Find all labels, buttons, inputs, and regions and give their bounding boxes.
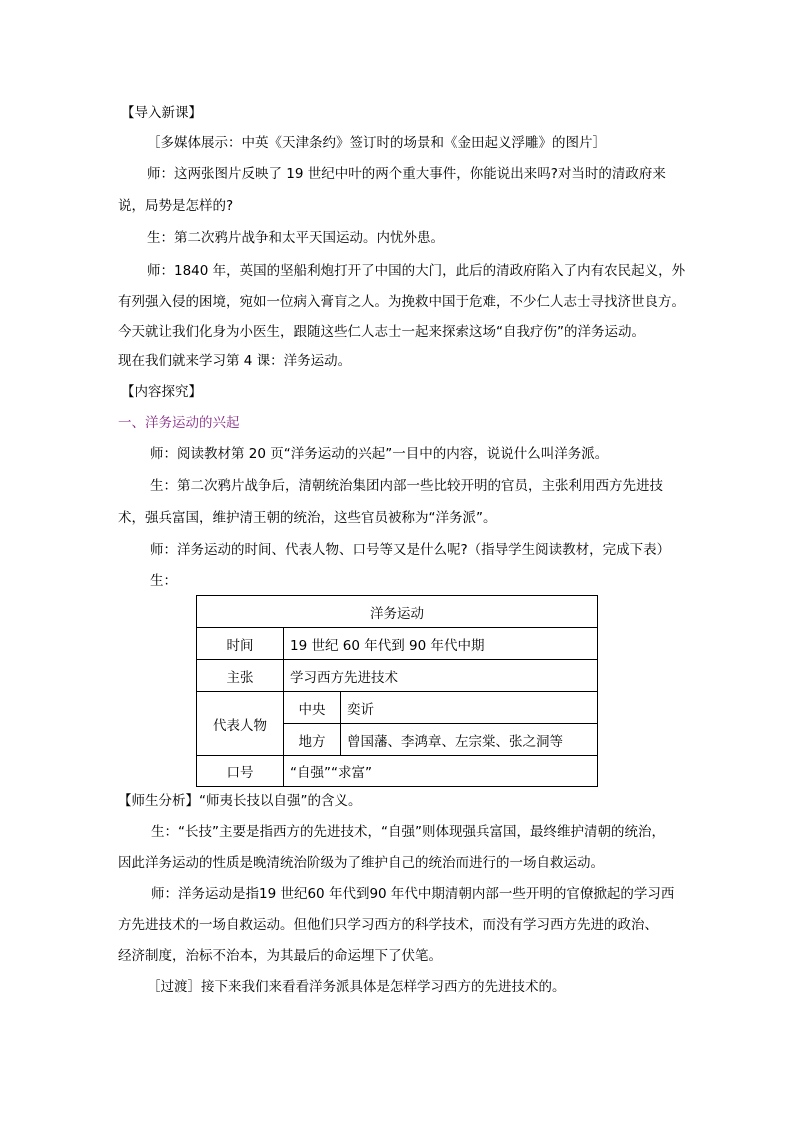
paragraph-line: 今天就让我们化身为小医生，跟随这些仁人志士一起来探索这场“自我疗伤”的洋务运动。 bbox=[118, 324, 645, 340]
paragraph-line: 师：洋务运动是指19 世纪60 年代到90 年代中期清朝内部一些开明的官僚掀起的学习西 bbox=[151, 886, 675, 902]
paragraph-line: 师：阅读教材第 20 页“洋务运动的兴起”一目中的内容，说说什么叫洋务派。 bbox=[150, 446, 609, 462]
paragraph-line: 生：“长技”主要是指西方的先进技术，“自强”则体现强兵富国，最终维护清朝的统治， bbox=[151, 824, 665, 840]
section-heading-intro: 【导入新课】 bbox=[121, 105, 202, 121]
people-label: 代表人物 bbox=[197, 692, 284, 756]
paragraph-line: 生：第二次鸦片战争后，清朝统治集团内部一些比较开明的官员，主张利用西方先进技 bbox=[150, 478, 663, 494]
yangwu-table bbox=[196, 595, 598, 787]
section-heading-explore: 【内容探究】 bbox=[121, 384, 202, 400]
paragraph-line: 师：这两张图片反映了 19 世纪中叶的两个重大事件，你能说出来吗?对当时的清政府来 bbox=[147, 166, 666, 182]
slogan-label: 口号 bbox=[197, 756, 284, 787]
paragraph-line: 方先进技术的一场自救运动。但他们只学习西方的科学技术，而没有学习西方先进的政治、 bbox=[118, 917, 658, 933]
paragraph-line: 术，强兵富国，维护清王朝的统治，这些官员被称为“洋务派”。 bbox=[118, 510, 497, 526]
paragraph-line: 师：1840 年，英国的坚船利炮打开了中国的大门，此后的清政府陷入了内有农民起义，外 bbox=[147, 263, 686, 279]
paragraph-line: 生：第二次鸦片战争和太平天国运动。内忧外患。 bbox=[147, 230, 444, 246]
paragraph-line: 经济制度，治标不治本，为其最后的命运埋下了伏笔。 bbox=[118, 948, 442, 964]
local-label: 地方 bbox=[284, 724, 341, 756]
table-title: 洋务运动 bbox=[197, 596, 598, 628]
central-value: 奕䜣 bbox=[341, 692, 598, 724]
paragraph-line: 有列强入侵的困境，宛如一位病入膏肓之人。为挽救中国于危难，不少仁人志士寻找济世良方。 bbox=[118, 294, 685, 310]
subsection-title: 一、洋务运动的兴起 bbox=[118, 415, 240, 431]
paragraph-line: 生： bbox=[150, 573, 177, 589]
slogan-value: “自强”“求富” bbox=[284, 756, 598, 787]
paragraph-line: ［多媒体展示：中英《天津条约》签订时的场景和《金田起义浮雕》的图片］ bbox=[147, 135, 606, 151]
claim-value: 学习西方先进技术 bbox=[284, 660, 598, 692]
time-label: 时间 bbox=[197, 628, 284, 660]
analysis-heading: 【师生分析】“师夷长技以自强”的含义。 bbox=[118, 793, 362, 809]
paragraph-line: 师：洋务运动的时间、代表人物、口号等又是什么呢?（指导学生阅读教材，完成下表） bbox=[150, 542, 671, 558]
paragraph-line: 说，局势是怎样的? bbox=[118, 198, 234, 214]
paragraph-line: 因此洋务运动的性质是晚清统治阶级为了维护自己的统治而进行的一场自救运动。 bbox=[118, 855, 604, 871]
transition-line: ［过渡］接下来我们来看看洋务派具体是怎样学习西方的先进技术的。 bbox=[147, 979, 566, 995]
time-value: 19 世纪 60 年代到 90 年代中期 bbox=[284, 628, 598, 660]
claim-label: 主张 bbox=[197, 660, 284, 692]
central-label: 中央 bbox=[284, 692, 341, 724]
local-value: 曾国藩、李鸿章、左宗棠、张之洞等 bbox=[341, 724, 598, 756]
paragraph-line: 现在我们就来学习第 4 课：洋务运动。 bbox=[118, 353, 352, 369]
